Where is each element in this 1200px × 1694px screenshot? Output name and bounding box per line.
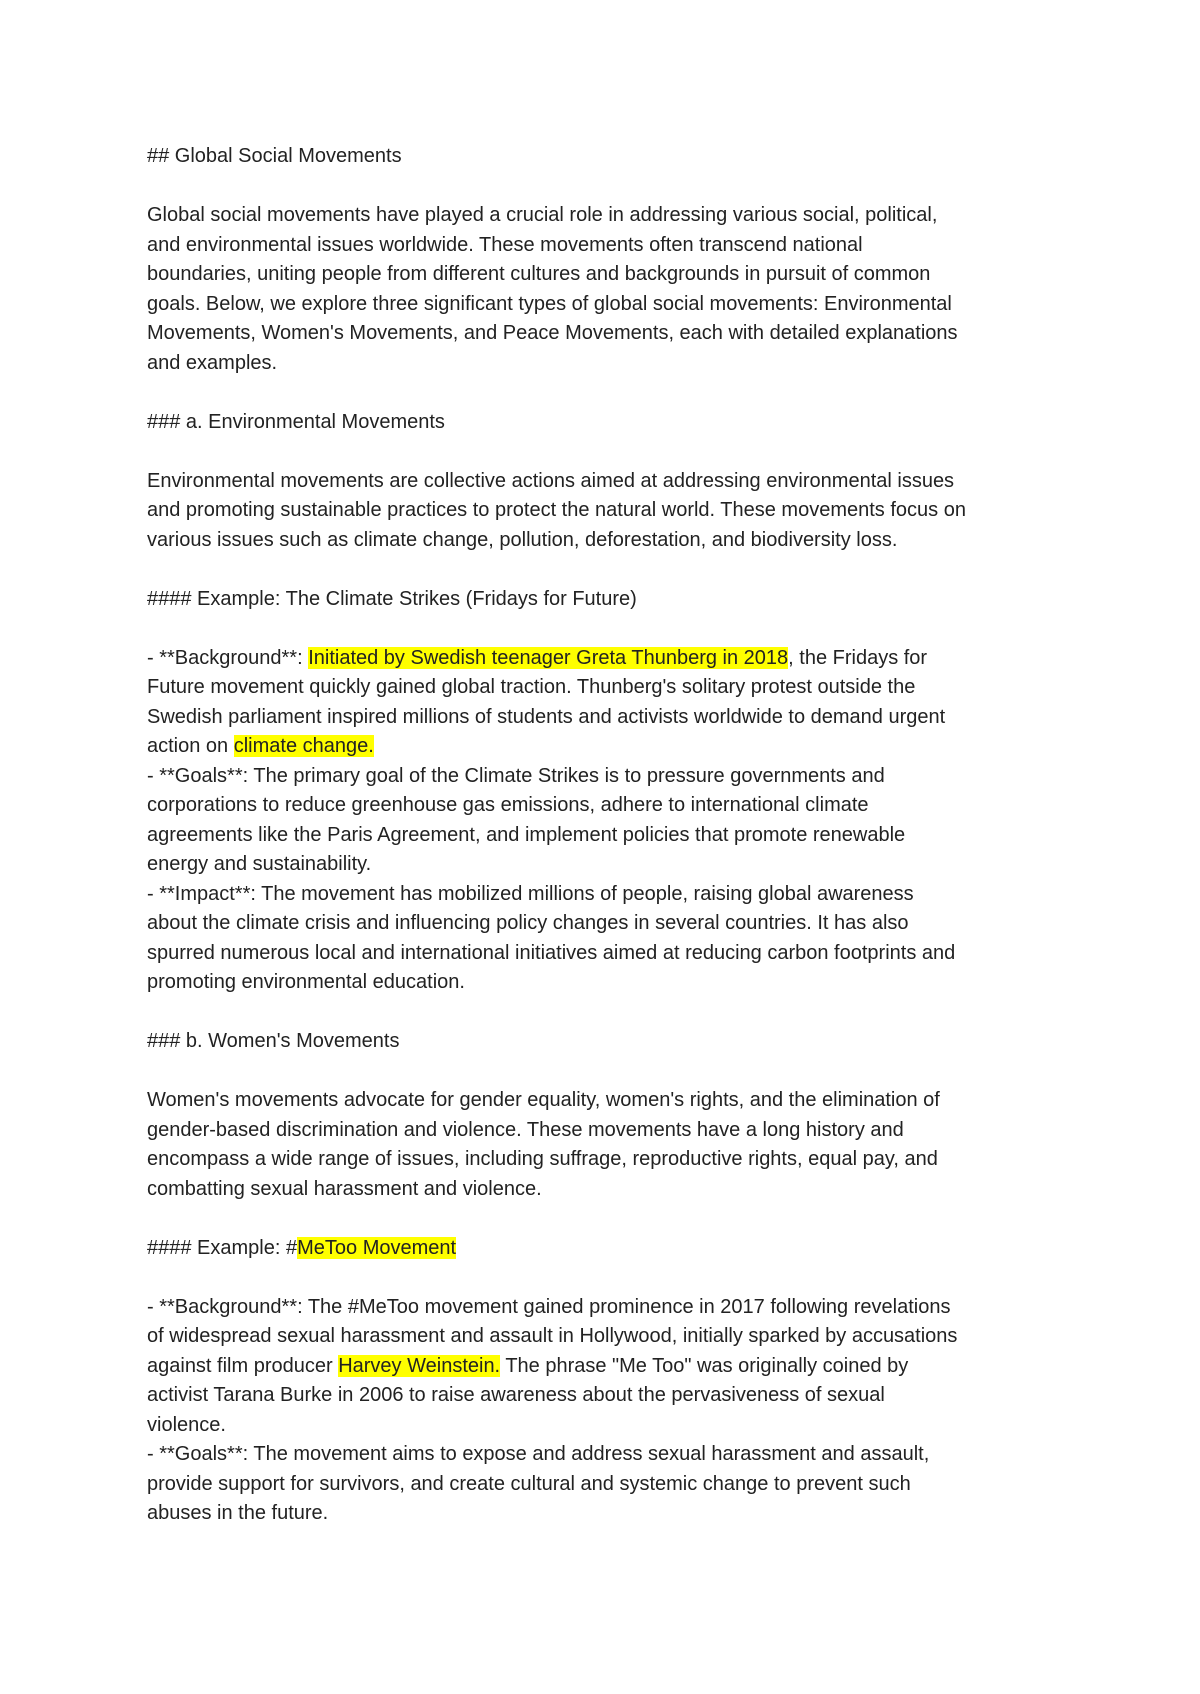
bullet-line: provide support for survivors, and create cultural and systemic change to prevent such xyxy=(147,1472,911,1495)
heading-text: ## Global Social Movements xyxy=(147,145,402,167)
bullet-goals-line: - **Goals**: The primary goal of the Climate Strikes is to pressure governments and xyxy=(147,764,885,787)
bullet-line: Future movement quickly gained global traction. Thunberg's solitary protest outside the xyxy=(147,676,916,698)
bullet-line: corporations to reduce greenhouse gas emissions, adhere to international climate xyxy=(147,794,869,816)
heading-text: ### a. Environmental Movements xyxy=(147,410,445,433)
bullet-text: The phrase "Me Too" was originally coined by xyxy=(500,1354,909,1377)
bullet-line: promoting environmental education. xyxy=(147,971,465,993)
heading-prefix: #### Example: # xyxy=(147,1236,298,1259)
climate-strikes-bullets xyxy=(147,644,1077,998)
bullet-line: of widespread sexual harassment and assault in Hollywood, initially sparked by accusations xyxy=(147,1325,958,1347)
highlighted-text: climate change. xyxy=(233,735,374,757)
paragraph-line: and examples. xyxy=(147,351,278,374)
heading-global-social-movements xyxy=(147,142,1077,172)
heading-climate-strikes-example xyxy=(147,585,1077,615)
paragraph-line: combatting sexual harassment and violence. xyxy=(147,1177,542,1200)
bullet-line: abuses in the future. xyxy=(147,1502,329,1524)
highlighted-text: MeToo Movement xyxy=(297,1236,457,1259)
paragraph-line: Environmental movements are collective actions aimed at addressing environmental issues xyxy=(147,469,955,492)
bullet-background-line xyxy=(147,644,1077,674)
metoo-bullets xyxy=(147,1293,1077,1529)
paragraph-line: encompass a wide range of issues, including suffrage, reproductive rights, equal pay, and xyxy=(147,1148,938,1170)
bullet-line: about the climate crisis and influencing policy changes in several countries. It has also xyxy=(147,912,909,934)
womens-paragraph xyxy=(147,1086,1077,1204)
paragraph-line: various issues such as climate change, pollution, deforestation, and biodiversity loss. xyxy=(147,528,898,551)
bullet-line: violence. xyxy=(147,1413,226,1436)
paragraph-line: Women's movements advocate for gender equality, women's rights, and the elimination of xyxy=(147,1089,940,1111)
bullet-line: energy and sustainability. xyxy=(147,853,372,875)
bullet-line: spurred numerous local and international initiatives aimed at reducing carbon footprints and xyxy=(147,941,956,964)
bullet-goals-line: - **Goals**: The movement aims to expose and address sexual harassment and assault, xyxy=(147,1443,930,1465)
bullet-text: - **Background**: xyxy=(147,646,309,669)
bullet-background-line: - **Background**: The #MeToo movement gained prominence in 2017 following revelations xyxy=(147,1295,951,1318)
paragraph-line: Movements, Women's Movements, and Peace Movements, each with detailed explanations xyxy=(147,322,958,344)
paragraph-line: goals. Below, we explore three significant types of global social movements: Environmental xyxy=(147,292,952,315)
bullet-line: activist Tarana Burke in 2006 to raise awareness about the pervasiveness of sexual xyxy=(147,1384,885,1406)
heading-text xyxy=(147,1234,1077,1264)
heading-text: ### b. Women's Movements xyxy=(147,1030,400,1052)
bullet-line: Swedish parliament inspired millions of students and activists worldwide to demand urgent xyxy=(147,705,946,728)
document-page xyxy=(147,142,1077,1558)
paragraph-line: gender-based discrimination and violence. These movements have a long history and xyxy=(147,1118,904,1141)
highlighted-text: Harvey Weinstein. xyxy=(338,1354,501,1377)
bullet-impact-line: - **Impact**: The movement has mobilized millions of people, raising global awareness xyxy=(147,882,914,905)
heading-environmental-movements xyxy=(147,408,1077,438)
heading-metoo-example xyxy=(147,1234,1077,1264)
bullet-text: , the Fridays for xyxy=(788,646,928,669)
bullet-line xyxy=(147,732,1077,762)
bullet-line: agreements like the Paris Agreement, and implement policies that promote renewable xyxy=(147,823,906,846)
bullet-line xyxy=(147,1352,1077,1382)
heading-womens-movements xyxy=(147,1027,1077,1057)
paragraph-line: and environmental issues worldwide. These movements often transcend national xyxy=(147,233,863,256)
intro-paragraph xyxy=(147,201,1077,378)
environmental-paragraph xyxy=(147,467,1077,556)
paragraph-line: Global social movements have played a crucial role in addressing various social, political, xyxy=(147,204,938,226)
paragraph-line: and promoting sustainable practices to protect the natural world. These movements focus on xyxy=(147,499,966,521)
highlighted-text: Initiated by Swedish teenager Greta Thunberg in 2018 xyxy=(308,646,789,669)
bullet-text: against film producer xyxy=(147,1354,339,1377)
heading-text: #### Example: The Climate Strikes (Fridays for Future) xyxy=(147,587,637,610)
paragraph-line: boundaries, uniting people from different cultures and backgrounds in pursuit of common xyxy=(147,263,931,285)
bullet-text: action on xyxy=(147,735,234,757)
